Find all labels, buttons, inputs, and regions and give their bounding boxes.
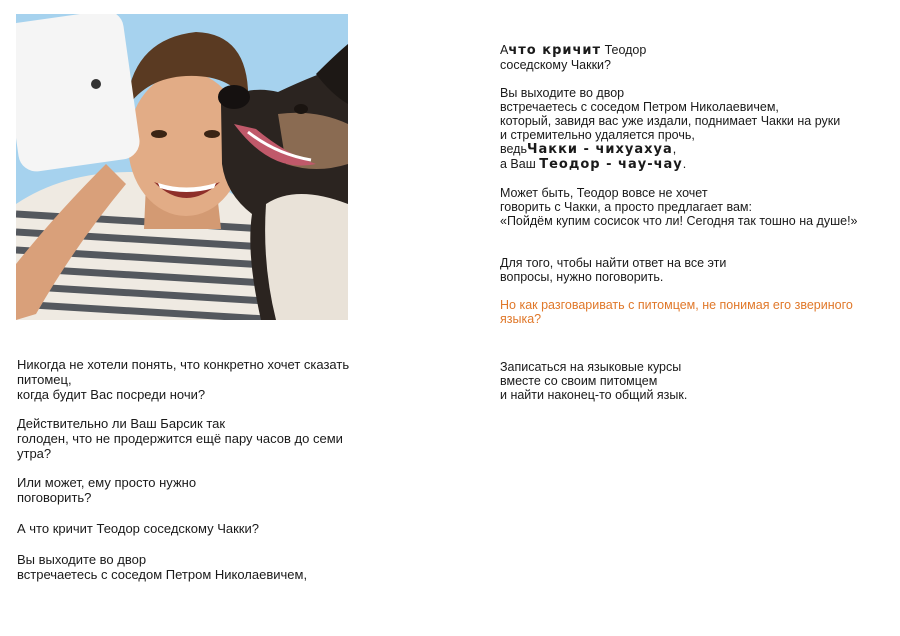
right-p2-line2: встречаетесь с соседом Петром Николаевичем, [500, 100, 779, 114]
left-p5-line1: Вы выходите во двор [17, 552, 147, 567]
right-title-prefix: А [500, 43, 509, 57]
left-p5-line2: встречаетесь с соседом Петром Николаевичем, [17, 567, 308, 582]
right-accent-line2: языка? [500, 312, 542, 326]
right-p2-line6-suffix: . [682, 157, 687, 171]
left-p2-line3: утра? [17, 446, 52, 461]
right-p2-line6 [500, 157, 880, 172]
right-p2-line5-prefix: ведь [500, 142, 527, 156]
right-p2-line1: Вы выходите во двор [500, 86, 625, 100]
right-title-suffix: Теодор [604, 43, 647, 57]
right-p3-line2: говорить с Чакки, а просто предлагает вам: [500, 200, 752, 214]
left-p3-line1: Или может, ему просто нужно [17, 475, 197, 490]
left-p1-line1: Никогда не хотели понять, что конкретно хочет сказать [17, 357, 350, 372]
right-p2-line3: который, завидя вас уже издали, поднимает Чакки на руки [500, 114, 841, 128]
right-p3-line1: Может быть, Теодор вовсе не хочет [500, 186, 708, 200]
right-p4-line2: вопросы, нужно поговорить. [500, 270, 664, 284]
right-title-line2: соседскому Чакки? [500, 58, 611, 72]
right-p2-line5-bold: Чакки - чихуахуа [526, 142, 673, 157]
left-p1-line2: питомец, [17, 372, 72, 387]
right-p4-line1: Для того, чтобы найти ответ на все эти [500, 256, 727, 270]
left-p2-line1: Действительно ли Ваш Барсик так [17, 416, 226, 431]
left-text-column [17, 357, 357, 582]
right-p2-line6-prefix: а Ваш [500, 157, 536, 171]
right-title-bold: что кричит [508, 43, 602, 58]
right-p2-line4: и стремительно удаляется прочь, [500, 128, 695, 142]
right-p2-line5-suffix: , [672, 142, 677, 156]
right-p6-line1: Записаться на языковые курсы [500, 360, 682, 374]
right-accent-line1: Но как разговаривать с питомцем, не понимая его звериного [500, 298, 853, 312]
right-text-column [500, 43, 880, 402]
right-p6-line2: вместе со своим питомцем [500, 374, 658, 388]
selfie-with-dog-photo [16, 14, 348, 320]
left-p4-line1: А что кричит Теодор соседскому Чакки? [17, 521, 259, 536]
left-p1-line3: когда будит Вас посреди ночи? [17, 387, 206, 402]
right-p3-line3: «Пойдём купим сосисок что ли! Сегодня так тошно на душе!» [500, 214, 858, 228]
left-p3-line2: поговорить? [17, 490, 92, 505]
right-p6-line3: и найти наконец-то общий язык. [500, 388, 688, 402]
left-p2-line2: голоден, что не продержится ещё пару часов до семи [17, 431, 343, 446]
right-title-line1 [500, 43, 880, 58]
right-p2-line6-bold: Теодор - чау-чау [539, 157, 683, 172]
right-p2-line5 [500, 142, 880, 157]
